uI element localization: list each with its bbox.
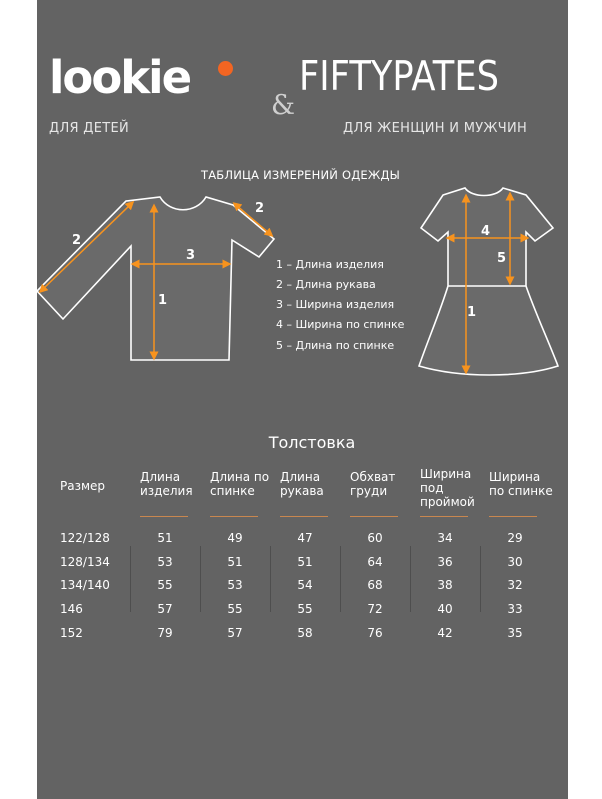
ampersand: &	[271, 90, 296, 121]
column-divider	[480, 546, 481, 612]
table-cell: 58	[297, 626, 313, 640]
dress-label-length: 1	[467, 305, 477, 320]
legend-item-4: 4 – Ширина по спинке	[276, 318, 405, 331]
dress-label-back-length: 5	[497, 251, 507, 266]
header-line: проймой	[420, 495, 475, 509]
table-cell: 64	[367, 555, 383, 569]
table-cell: 35	[507, 626, 523, 640]
header-back-length	[210, 470, 269, 498]
table-cell: 36	[437, 555, 453, 569]
shirt-label-width: 3	[186, 248, 196, 263]
fiftypates-logo: FIFTYPATES	[299, 52, 500, 100]
legend-item-3: 3 – Ширина изделия	[276, 298, 395, 311]
header-underline	[280, 516, 328, 517]
header-line: под	[420, 481, 444, 495]
header-line: Обхват	[350, 470, 396, 484]
header-line: Длина	[140, 470, 181, 484]
table-cell: 55	[227, 602, 243, 616]
header-line: Ширина	[420, 467, 472, 481]
legend-item-1: 1 – Длина изделия	[276, 258, 384, 271]
table-cell: 76	[367, 626, 383, 640]
table-cell: 57	[227, 626, 243, 640]
header-underline	[350, 516, 398, 517]
table-cell: 33	[507, 602, 523, 616]
header-underline	[420, 516, 468, 517]
table-cell: 55	[157, 578, 173, 592]
table-cell: 49	[227, 531, 243, 545]
table-cell-size: 152	[60, 626, 83, 640]
header-line: Размер	[60, 479, 106, 493]
table-cell: 57	[157, 602, 173, 616]
table-cell-size: 122/128	[60, 531, 110, 545]
header-line: изделия	[140, 484, 193, 498]
table-cell-size: 146	[60, 602, 83, 616]
header-armhole-width	[420, 467, 475, 509]
header-line: Длина	[280, 470, 321, 484]
table-cell: 55	[297, 602, 313, 616]
header-underline	[140, 516, 188, 517]
shirt-label-sleeve-right: 2	[255, 201, 265, 216]
subtitle-adults: ДЛЯ ЖЕНЩИН И МУЖЧИН	[343, 121, 528, 136]
column-divider	[340, 546, 341, 612]
header-underline	[489, 516, 537, 517]
header-line: Длина по	[210, 470, 270, 484]
header-chest	[350, 470, 395, 498]
table-cell: 40	[437, 602, 453, 616]
dress-label-back-width: 4	[481, 224, 491, 239]
table-cell: 51	[157, 531, 173, 545]
table-cell: 51	[297, 555, 313, 569]
table-cell: 54	[297, 578, 313, 592]
table-cell-size: 134/140	[60, 578, 110, 592]
table-title: Толстовка	[268, 433, 356, 452]
shirt-label-length: 1	[158, 293, 168, 308]
section-title: ТАБЛИЦА ИЗМЕРЕНИЙ ОДЕЖДЫ	[201, 168, 400, 182]
header-line: спинке	[210, 484, 255, 498]
column-divider	[410, 546, 411, 612]
legend-item-5: 5 – Длина по спинке	[276, 339, 395, 352]
column-divider	[130, 546, 131, 612]
sweatshirt-outline	[37, 197, 274, 360]
table-cell: 47	[297, 531, 313, 545]
table-cell: 38	[437, 578, 453, 592]
header-size	[60, 479, 105, 493]
dress-outline	[419, 188, 558, 375]
table-cell: 29	[507, 531, 523, 545]
header-sleeve-length	[280, 470, 324, 498]
legend-item-2: 2 – Длина рукава	[276, 278, 376, 291]
column-divider	[270, 546, 271, 612]
header-line: по спинке	[489, 484, 553, 498]
table-cell: 53	[157, 555, 173, 569]
table-cell: 34	[437, 531, 453, 545]
table-cell: 30	[507, 555, 523, 569]
table-cell: 79	[157, 626, 173, 640]
table-cell: 60	[367, 531, 383, 545]
header-length	[140, 470, 193, 498]
lookie-logo: lookie	[49, 51, 191, 104]
subtitle-children: ДЛЯ ДЕТЕЙ	[49, 121, 130, 136]
header-line: рукава	[280, 484, 324, 498]
table-cell: 42	[437, 626, 453, 640]
column-divider	[200, 546, 201, 612]
table-cell: 51	[227, 555, 243, 569]
header-line: груди	[350, 484, 388, 498]
table-cell: 53	[227, 578, 243, 592]
table-cell: 68	[367, 578, 383, 592]
header-back-width	[489, 470, 553, 498]
table-cell: 72	[367, 602, 383, 616]
table-cell-size: 128/134	[60, 555, 110, 569]
header-line: Ширина	[489, 470, 541, 484]
shirt-label-sleeve-left: 2	[72, 233, 82, 248]
header-underline	[210, 516, 258, 517]
table-cell: 32	[507, 578, 523, 592]
